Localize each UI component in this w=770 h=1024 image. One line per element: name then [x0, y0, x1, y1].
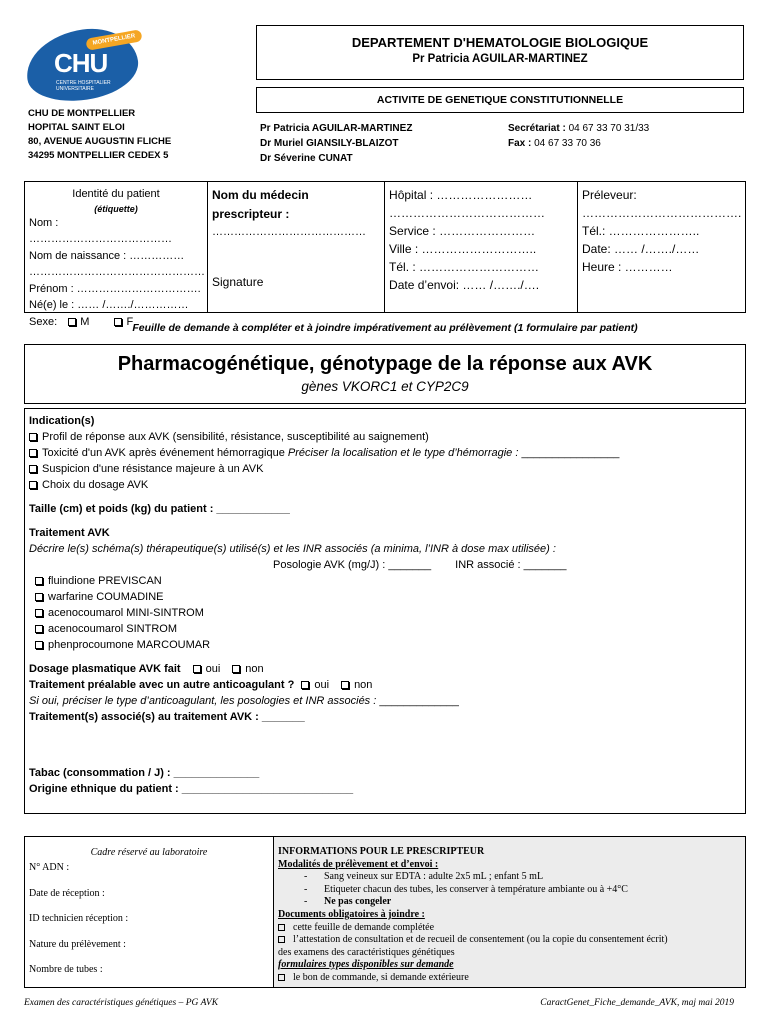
drug-label: acenocoumarol MINI-SINTROM	[48, 607, 204, 619]
indication-checkbox[interactable]	[29, 465, 37, 473]
height-weight-field[interactable]: Taille (cm) et poids (kg) du patient : ____________	[29, 503, 290, 515]
drug-label: warfarine COUMADINE	[48, 591, 164, 603]
indication-option	[29, 461, 741, 477]
plasma-dosage-label: Dosage plasmatique AVK fait	[29, 663, 181, 675]
department-head: Pr Patricia AGUILAR-MARTINEZ	[412, 53, 588, 65]
secretariat-phone: 04 67 33 70 31/33	[568, 123, 650, 134]
drug-checkbox[interactable]	[35, 625, 43, 633]
sampler-time-field[interactable]: Heure : …………	[582, 260, 673, 274]
patient-identity-header: Identité du patient	[72, 188, 160, 200]
fax-label: Fax :	[508, 138, 532, 149]
anticoag-non-checkbox[interactable]	[341, 681, 349, 689]
indication-checkbox[interactable]	[29, 481, 37, 489]
lab-field[interactable]: N° ADN :	[29, 862, 70, 873]
modality-text: Ne pas congeler	[324, 896, 392, 908]
document-item	[278, 972, 741, 985]
hospital-field[interactable]: Hôpital : ……………………	[389, 188, 533, 202]
anticoag-oui-checkbox[interactable]	[301, 681, 309, 689]
forms-available-note: formulaires types disponibles sur demande	[278, 959, 454, 971]
footer-left: Examen des caractéristiques génétiques – PG AVK	[24, 998, 219, 1008]
anticoagulant-row	[29, 677, 741, 693]
prescriber-info-header: INFORMATIONS POUR LE PRESCRIPTEUR	[278, 846, 485, 857]
logo-brand: CHU	[54, 48, 108, 78]
drug-checkbox[interactable]	[35, 641, 43, 649]
indication-option	[29, 429, 741, 445]
indications-header: Indication(s)	[29, 415, 95, 427]
sampler-field[interactable]: ………………………………….	[582, 206, 742, 220]
document-checkbox[interactable]	[278, 974, 285, 981]
sampler-phone-field[interactable]: Tél.: …………………..	[582, 224, 700, 238]
doctor-name: Dr Muriel GIANSILY-BLAIZOT	[260, 138, 399, 149]
secretariat-label: Secrétariat :	[508, 123, 566, 134]
plasma-non-label: non	[245, 663, 264, 675]
address-line: 80, AVENUE AUGUSTIN FLICHE	[28, 136, 172, 147]
sampler-label: Préleveur:	[582, 188, 637, 202]
document-label: cette feuille de demande complétée	[293, 921, 435, 933]
sex-f-label: F	[126, 315, 134, 328]
inr-field[interactable]: INR associé : _______	[455, 559, 567, 571]
form-subtitle: gènes VKORC1 et CYP2C9	[301, 379, 469, 394]
lab-field[interactable]: ID technicien réception :	[29, 913, 129, 924]
prescriber-column	[208, 182, 385, 312]
plasma-dosage-row	[29, 661, 741, 677]
indication-checkbox[interactable]	[29, 433, 37, 441]
address-line: HOPITAL SAINT ELOI	[28, 122, 125, 133]
drug-checkbox[interactable]	[35, 609, 43, 617]
birth-name-field[interactable]: Nom de naissance : ……………	[29, 249, 185, 262]
lab-reserved-box	[25, 837, 274, 987]
drug-checkbox[interactable]	[35, 593, 43, 601]
form-title: Pharmacogénétique, génotypage de la réponse aux AVK	[117, 353, 653, 375]
sex-m-label: M	[80, 315, 90, 328]
posology-field[interactable]: Posologie AVK (mg/J) : _______	[273, 559, 432, 571]
prescriber-name-field[interactable]: ……………………………………	[212, 226, 366, 238]
activity-header: ACTIVITE DE GENETIQUE CONSTITUTIONNELLE	[256, 87, 744, 113]
anticoagulant-detail-field[interactable]: _____________	[379, 695, 459, 707]
doctor-name: Pr Patricia AGUILAR-MARTINEZ	[260, 123, 413, 134]
tobacco-field[interactable]: Tabac (consommation / J) : ______________	[29, 767, 260, 779]
document-label: l’attestation de consultation et de recueil de consentement (ou la copie du consentement écrit)	[293, 934, 668, 946]
toxicity-detail-label: Préciser la localisation et le type d’hémorragie :	[287, 447, 519, 459]
indication-option	[29, 477, 741, 493]
required-documents-header: Documents obligatoires à joindre :	[278, 908, 425, 920]
anticoag-non-label: non	[354, 679, 373, 691]
treatment-instruction: Décrire le(s) schéma(s) thérapeutique(s) utilisé(s) et les INR associés (a minima, l’INR à dose max utilisée) :	[29, 543, 556, 555]
sex-label: Sexe:	[29, 315, 58, 328]
department-header	[256, 25, 744, 80]
drug-option	[29, 589, 741, 605]
drug-label: fluindione PREVISCAN	[48, 575, 162, 587]
hospital-column	[385, 182, 578, 312]
phone-field[interactable]: Tél. : …………………………	[389, 260, 540, 274]
address-line: 34295 MONTPELLIER CEDEX 5	[28, 150, 169, 161]
toxicity-detail-field[interactable]: ________________	[521, 447, 620, 459]
plasma-oui-checkbox[interactable]	[193, 665, 201, 673]
modality-text: Sang veineux sur EDTA : adulte 2x5 mL ; enfant 5 mL	[324, 871, 544, 883]
plasma-non-checkbox[interactable]	[232, 665, 240, 673]
drug-label: acenocoumarol SINTROM	[48, 623, 177, 635]
indication-checkbox[interactable]	[29, 449, 37, 457]
indication-option	[29, 445, 741, 461]
drug-option	[29, 605, 741, 621]
prescriber-info-box	[274, 837, 745, 987]
service-field[interactable]: Service : ……………………	[389, 224, 536, 238]
prescriber-header: Nom du médecin	[212, 188, 309, 202]
document-checkbox[interactable]	[278, 924, 285, 931]
signature-label: Signature	[212, 274, 264, 289]
treatment-header: Traitement AVK	[29, 527, 110, 539]
document-label-continuation: des examens des caractéristiques génétiques	[278, 946, 455, 958]
drug-label: phenprocoumone MARCOUMAR	[48, 639, 211, 651]
modality-item: - Etiqueter chacun des tubes, les conserver à température ambiante ou à +4°C	[304, 883, 628, 895]
modality-text: Etiqueter chacun des tubes, les conserver à température ambiante ou à +4°C	[324, 883, 628, 895]
chu-logo	[26, 30, 144, 102]
patient-name-field[interactable]: Nom : …………………………………	[29, 216, 172, 245]
document-label: le bon de commande, si demande extérieure	[293, 971, 469, 983]
anticoagulant-detail-label: Si oui, préciser le type d’anticoagulant, les posologies et INR associés :	[29, 695, 377, 707]
lab-header: Cadre réservé au laboratoire	[90, 847, 208, 858]
request-form	[24, 408, 746, 814]
drug-option	[29, 621, 741, 637]
document-item	[278, 922, 741, 935]
logo-subtitle: CENTRE HOSPITALIER UNIVERSITAIRE	[56, 80, 111, 92]
hospital-field-continuation[interactable]: …………………………………	[389, 206, 546, 220]
indication-label: Choix du dosage AVK	[42, 479, 149, 491]
send-date-field[interactable]: Date d’envoi: …… /……./….	[389, 278, 540, 292]
bottom-section	[24, 836, 746, 988]
ethnic-origin-field[interactable]: Origine ethnique du patient : ____________________________	[29, 783, 354, 795]
drug-option	[29, 637, 741, 653]
indication-label: Suspicion d'une résistance majeure à un AVK	[42, 463, 264, 475]
anticoag-oui-label: oui	[314, 679, 330, 691]
form-notice: Feuille de demande à compléter et à joindre impérativement au prélèvement (1 formulaire par patient)	[132, 322, 638, 334]
dosage-inr-row	[29, 557, 741, 573]
doctors-list	[260, 121, 412, 166]
plasma-oui-label: oui	[205, 663, 221, 675]
drug-option	[29, 573, 741, 589]
modality-item: - Ne pas congeler	[304, 896, 392, 908]
contact-info	[508, 121, 649, 151]
anticoagulant-detail-row	[29, 693, 741, 709]
anticoagulant-label: Traitement préalable avec un autre anticoagulant ?	[29, 679, 295, 691]
indication-label: Toxicité d'un AVK après événement hémorragique	[42, 447, 285, 459]
department-title: DEPARTEMENT D'HEMATOLOGIE BIOLOGIQUE	[351, 35, 649, 50]
prescriber-header: prescripteur :	[212, 207, 290, 221]
form-title-box	[24, 344, 746, 404]
footer-right: CaractGenet_Fiche_demande_AVK, maj mai 2019	[540, 998, 734, 1008]
indication-label: Profil de réponse aux AVK (sensibilité, résistance, susceptibilité au saignement)	[42, 431, 429, 443]
associated-treatment-field[interactable]: Traitement(s) associé(s) au traitement AVK : _______	[29, 711, 305, 723]
hospital-address	[28, 107, 171, 163]
document-checkbox[interactable]	[278, 936, 285, 943]
lab-field[interactable]: Nature du prélèvement :	[29, 938, 126, 950]
city-field[interactable]: Ville : ………………………..	[389, 242, 537, 256]
lab-field[interactable]: Nombre de tubes :	[29, 964, 103, 975]
doctor-name: Dr Séverine CUNAT	[260, 153, 353, 164]
address-line: CHU DE MONTPELLIER	[28, 108, 136, 119]
sampling-modalities-header: Modalités de prélèvement et d’envoi :	[278, 858, 439, 870]
lab-field[interactable]: Date de réception :	[29, 887, 105, 899]
birth-name-continuation[interactable]: …………………………………………	[29, 266, 205, 278]
first-name-field[interactable]: Prénom : …………………………….	[29, 282, 201, 295]
fax-number: 04 67 33 70 36	[534, 138, 601, 149]
modality-item: - Sang veineux sur EDTA : adulte 2x5 mL ; enfant 5 mL	[304, 871, 544, 883]
sticker-note: (étiquette)	[94, 203, 138, 214]
drug-checkbox[interactable]	[35, 577, 43, 585]
sampler-date-field[interactable]: Date: …… /……./……	[582, 242, 700, 256]
sampler-column	[578, 182, 745, 312]
birth-date-field[interactable]: Né(e) le : …… /……./……………	[29, 299, 189, 311]
logo-band: MONTPELLIER	[85, 29, 142, 51]
document-item	[278, 934, 741, 947]
patient-identity-column	[25, 182, 208, 328]
